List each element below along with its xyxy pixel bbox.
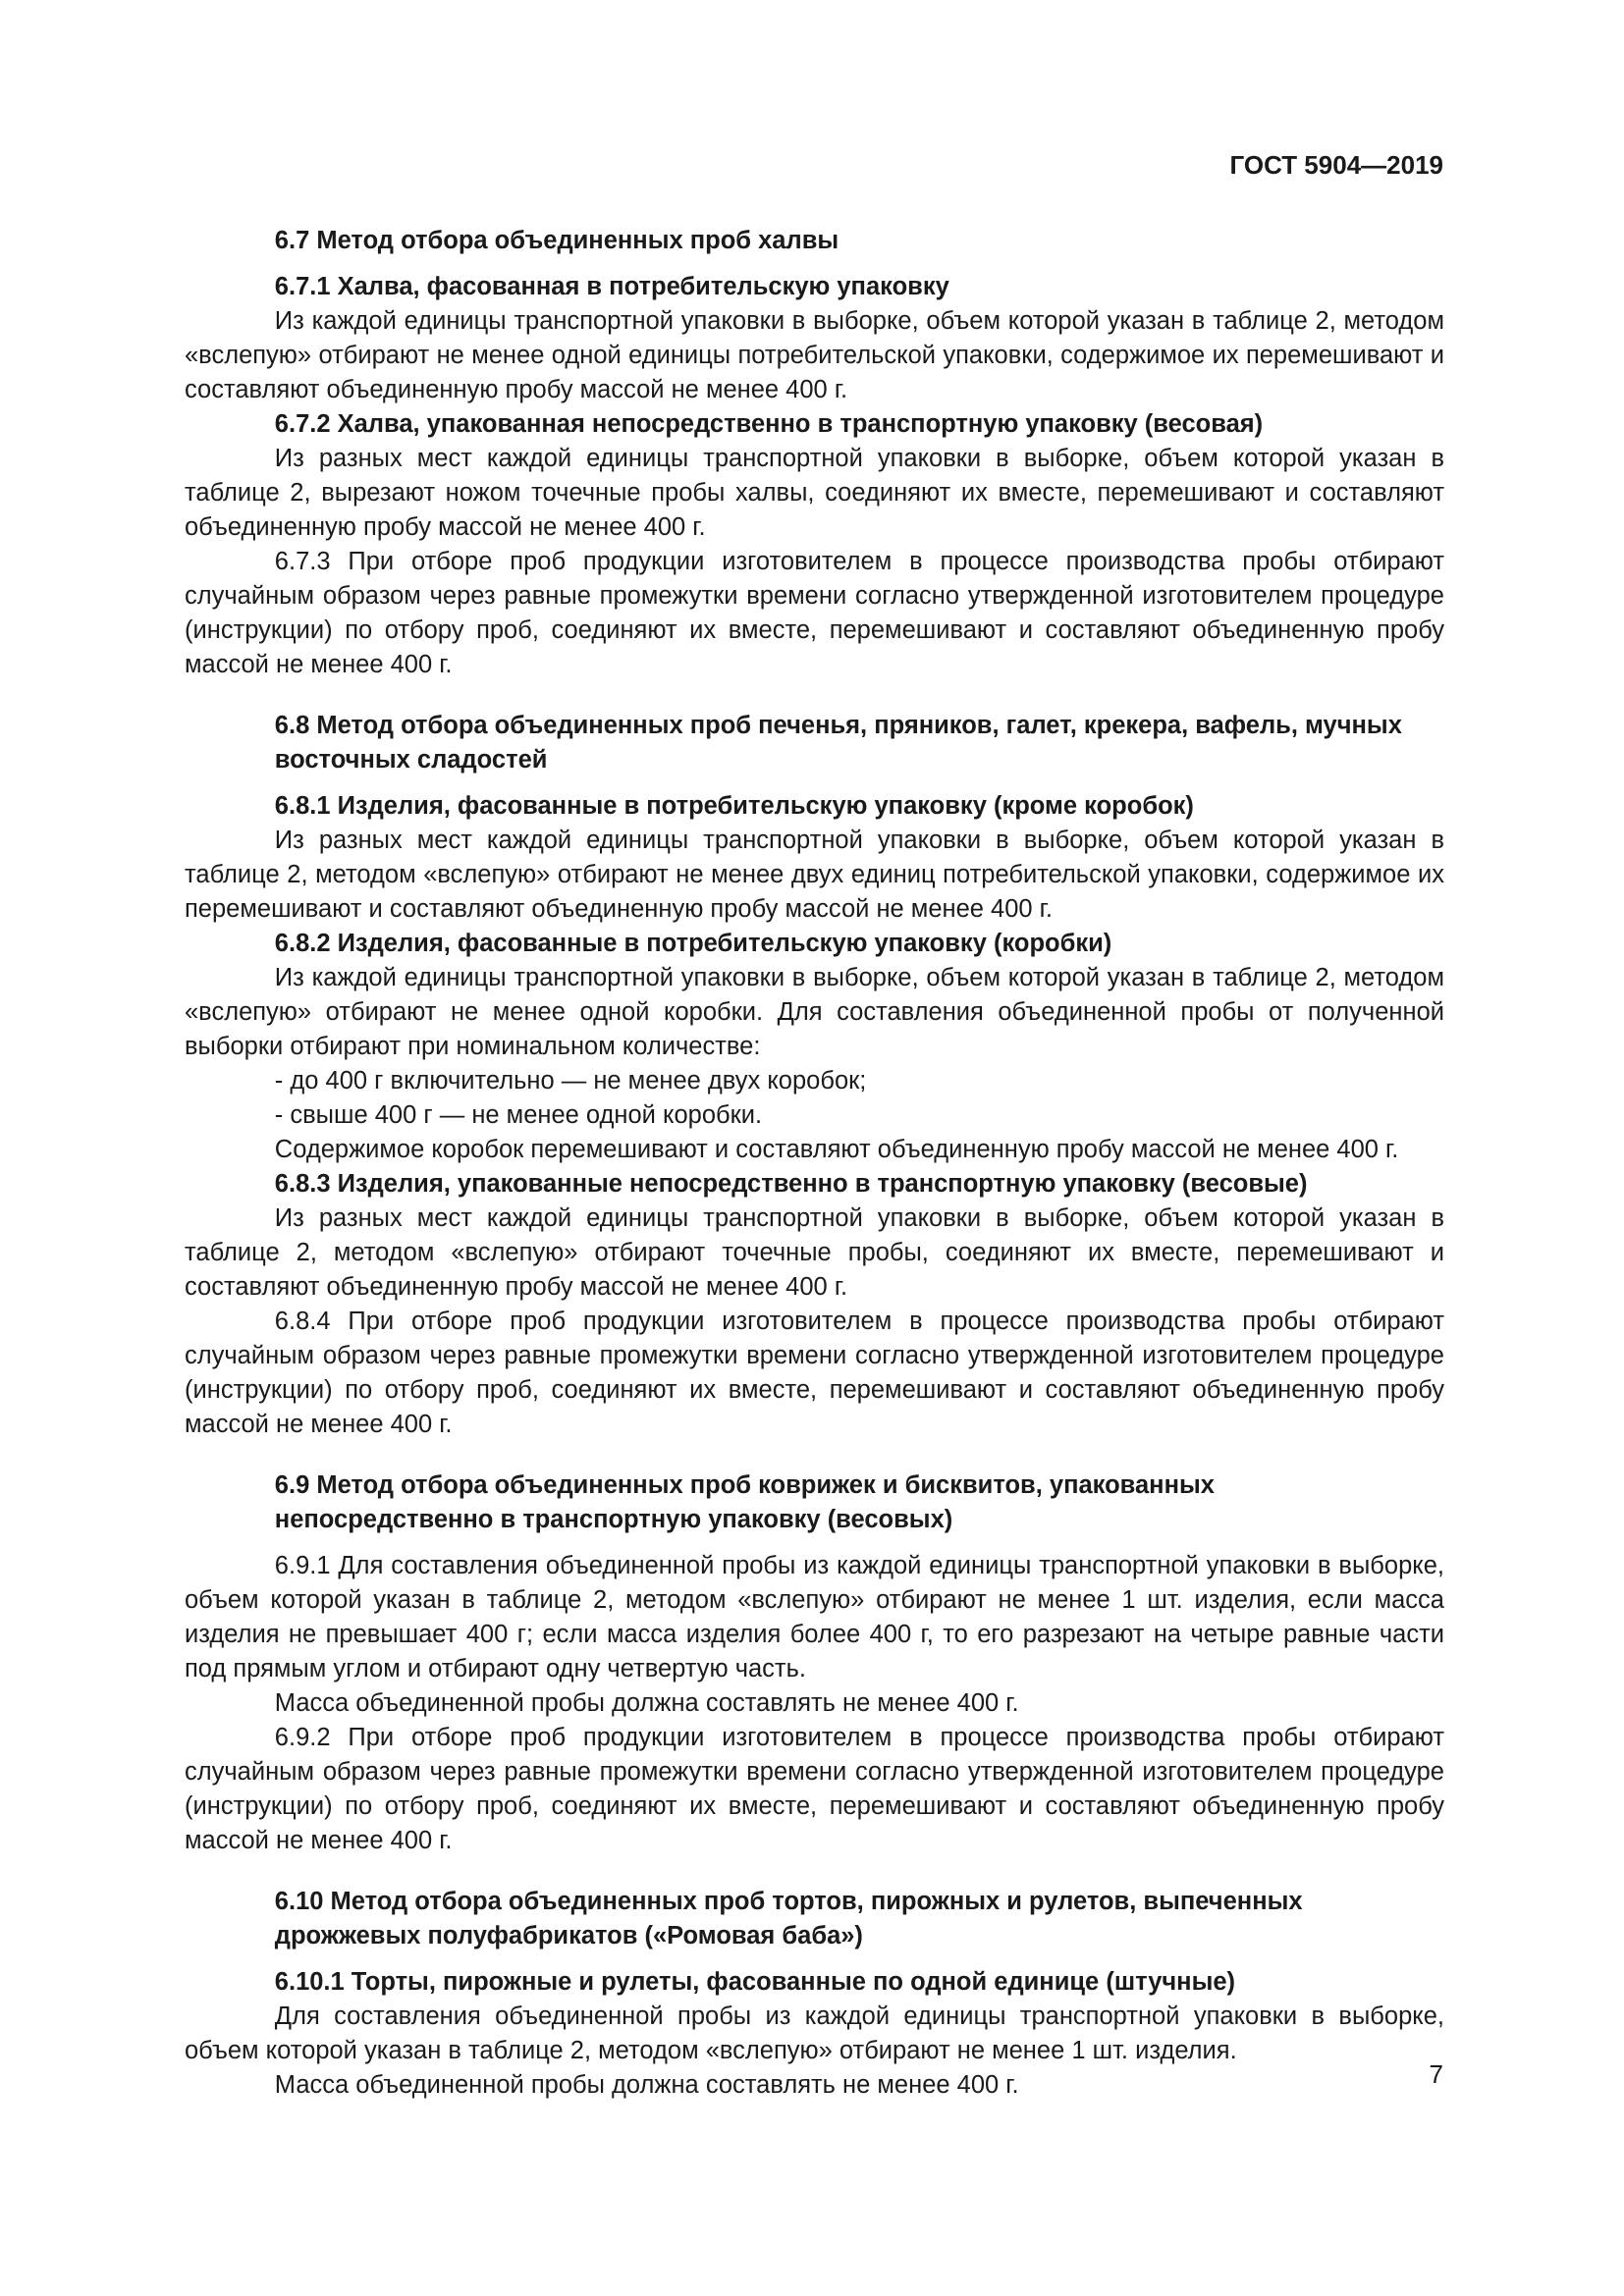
- section-6-10-title-line1: 6.10 Метод отбора объединенных проб тортов, пирожных и рулетов, выпеченных: [274, 1888, 1303, 1915]
- section-6-9-title-line1: 6.9 Метод отбора объединенных проб коврижек и бисквитов, упакованных: [274, 1471, 1215, 1499]
- section-6-9-1-text: 6.9.1 Для составления объединенной пробы из каждой единицы транспортной упаковки в выборке, объем которой указан в таблице 2, методом «вслепую» отбирают не менее 1 шт. изделия, если масса изделия не превышает 400 г; если масса изделия более 400 г, то его разрезают на четыре равные части под прямым углом и отбирают одну четвертую часть.: [185, 1552, 1444, 1682]
- section-6-8-4-text: 6.8.4 При отборе проб продукции изготовителем в процессе производства пробы отбирают случайным образом через равные промежутки времени согласно утвержденной изготовителем процедуре (инструкции) по отбору проб, соединяют их вместе, перемешивают и составляют объединенную пробу массой не менее 400 г.: [185, 1308, 1444, 1438]
- section-6-8-1-text: Из разных мест каждой единицы транспортной упаковки в выборке, объем которой указан в таблице 2, методом «вслепую» отбирают не менее двух единиц потребительской упаковки, содержимое их перемешивают и составляют объединенную пробу массой не менее 400 г.: [185, 827, 1444, 923]
- section-6-8-2-text2: Содержимое коробок перемешивают и составляют объединенную пробу массой не менее 400 г.: [274, 1136, 1399, 1163]
- section-6-10-1-text: Для составления объединенной пробы из каждой единицы транспортной упаковки в выборке, объем которой указан в таблице 2, методом «вслепую» отбирают не менее 1 шт. изделия.: [185, 2002, 1444, 2064]
- section-6-10-1-text2: Масса объединенной пробы должна составлять не менее 400 г.: [274, 2071, 1019, 2099]
- section-6-10-1-title: 6.10.1 Торты, пирожные и рулеты, фасованные по одной единице (штучные): [274, 1968, 1236, 1996]
- document-body: [185, 224, 1444, 2103]
- section-6-8-title-line1: 6.8 Метод отбора объединенных проб печенья, пряников, галет, крекера, вафель, мучных: [274, 712, 1402, 739]
- section-6-10-title-line2: дрожжевых полуфабрикатов («Ромовая баба»): [274, 1922, 863, 1949]
- section-6-8-2-list-item: - свыше 400 г — не менее одной коробки.: [274, 1101, 763, 1129]
- section-6-7-1-text: Из каждой единицы транспортной упаковки в выборке, объем которой указан в таблице 2, методом «вслепую» отбирают не менее одной единицы потребительской упаковки, содержимое их перемешивают и составляют объединенную пробу массой не менее 400 г.: [185, 307, 1444, 403]
- section-6-8-3-text: Из разных мест каждой единицы транспортной упаковки в выборке, объем которой указан в таблице 2, методом «вслепую» отбирают точечные пробы, соединяют их вместе, перемешивают и составляют объединенную пробу массой не менее 400 г.: [185, 1204, 1444, 1301]
- section-6-8-title-line2: восточных сладостей: [274, 746, 548, 774]
- section-6-9-1-text2: Масса объединенной пробы должна составлять не менее 400 г.: [274, 1689, 1019, 1717]
- section-6-7-2-title: 6.7.2 Халва, упакованная непосредственно в транспортную упаковку (весовая): [274, 410, 1264, 438]
- section-6-9-title-line2: непосредственно в транспортную упаковку (весовых): [274, 1506, 953, 1533]
- section-6-8-2-list-item: - до 400 г включительно — не менее двух коробок;: [274, 1067, 867, 1095]
- section-6-7-1-title: 6.7.1 Халва, фасованная в потребительскую упаковку: [274, 273, 949, 300]
- section-6-7-title: 6.7 Метод отбора объединенных проб халвы: [274, 227, 839, 254]
- section-6-8-1-title: 6.8.1 Изделия, фасованные в потребительскую упаковку (кроме коробок): [274, 792, 1194, 820]
- section-6-9-2-text: 6.9.2 При отборе проб продукции изготовителем в процессе производства пробы отбирают случайным образом через равные промежутки времени согласно утвержденной изготовителем процедуре (инструкции) по отбору проб, соединяют их вместе, перемешивают и составляют объединенную пробу массой не менее 400 г.: [185, 1724, 1444, 1854]
- section-6-7-3-text: 6.7.3 При отборе проб продукции изготовителем в процессе производства пробы отбирают случайным образом через равные промежутки времени согласно утвержденной изготовителем процедуре (инструкции) по отбору проб, соединяют их вместе, перемешивают и составляют объединенную пробу массой не менее 400 г.: [185, 548, 1444, 678]
- section-6-8-2-title: 6.8.2 Изделия, фасованные в потребительскую упаковку (коробки): [274, 930, 1112, 957]
- document-code-header: ГОСТ 5904—2019: [1229, 150, 1443, 180]
- page-number: 7: [1429, 2059, 1443, 2089]
- section-6-8-3-title: 6.8.3 Изделия, упакованные непосредственно в транспортную упаковку (весовые): [274, 1170, 1308, 1198]
- section-6-8-2-text: Из каждой единицы транспортной упаковки в выборке, объем которой указан в таблице 2, методом «вслепую» отбирают не менее одной коробки. Для составления объединенной пробы от полученной выборки отбирают при номинальном количестве:: [185, 964, 1444, 1060]
- section-6-7-2-text: Из разных мест каждой единицы транспортной упаковки в выборке, объем которой указан в таблице 2, вырезают ножом точечные пробы халвы, соединяют их вместе, перемешивают и составляют объединенную пробу массой не менее 400 г.: [185, 445, 1444, 541]
